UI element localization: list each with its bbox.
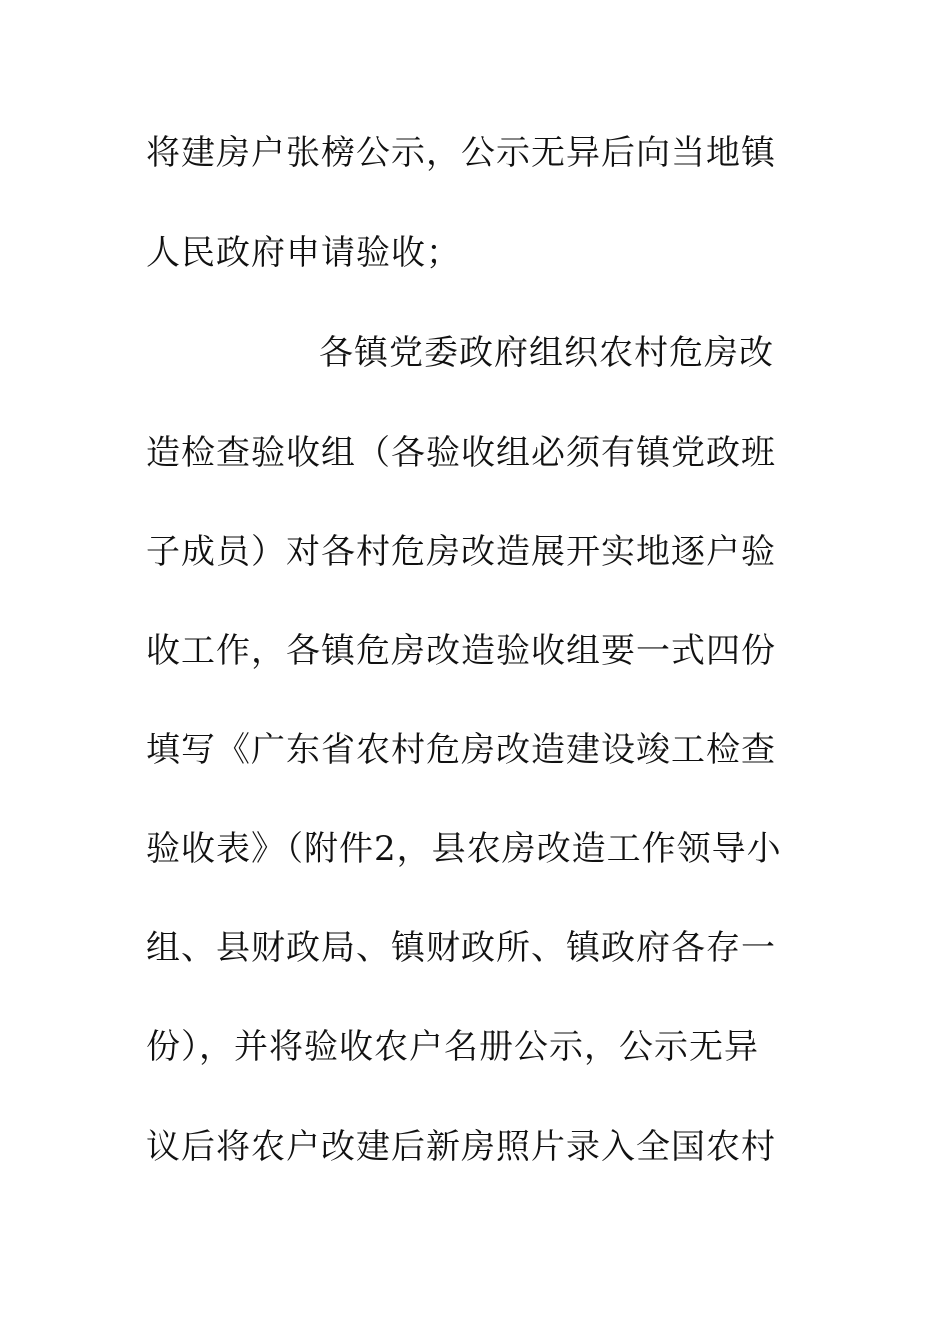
text-line: 议后将农户改建后新房照片录入全国农村 [146,1127,776,1167]
text-line: 子成员）对各村危房改造展开实地逐户验 [146,532,776,572]
text-line: 验收表》（附件2，县农房改造工作领导小 [146,829,782,869]
paragraph-start-line: 各镇党委政府组织农村危房改 [319,333,774,373]
text-line: 人民政府申请验收； [146,233,461,273]
text-line: 份），并将验收农户名册公示，公示无异 [146,1027,759,1067]
text-line: 收工作，各镇危房改造验收组要一式四份 [146,631,776,671]
text-line: 组、县财政局、镇财政所、镇政府各存一 [146,928,776,968]
text-line: 填写《广东省农村危房改造建设竣工检查 [146,730,776,770]
text-line: 将建房户张榜公示，公示无异后向当地镇 [146,133,776,173]
text-line: 造检查验收组（各验收组必须有镇党政班 [146,433,776,473]
